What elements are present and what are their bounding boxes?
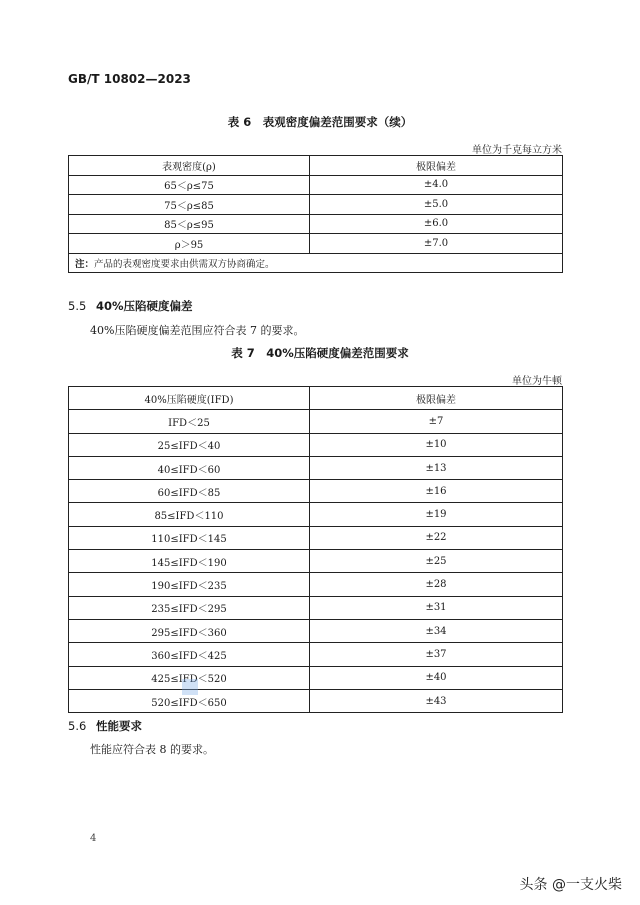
table7-cell-range: 110≤IFD＜145 bbox=[69, 526, 310, 549]
section-5-5-title: 40%压陷硬度偏差 bbox=[96, 299, 193, 313]
table6-row bbox=[69, 175, 563, 195]
table7-cell-range: 235≤IFD＜295 bbox=[69, 596, 310, 619]
table7-header-row bbox=[69, 387, 563, 410]
table7-cell-range: 60≤IFD＜85 bbox=[69, 480, 310, 503]
table7-cell-deviation: ±19 bbox=[310, 503, 563, 526]
table7-cell-range: 85≤IFD＜110 bbox=[69, 503, 310, 526]
table7-cell-deviation: ±7 bbox=[310, 410, 563, 433]
table7-caption: 表 7 40%压陷硬度偏差范围要求 bbox=[231, 346, 409, 360]
table7-cell-deviation: ±13 bbox=[310, 456, 563, 479]
table7-cell-deviation: ±37 bbox=[310, 643, 563, 666]
table6-note-label: 注： bbox=[75, 258, 95, 270]
table7-cell-range: IFD＜25 bbox=[69, 410, 310, 433]
table7-cell-range: 295≤IFD＜360 bbox=[69, 619, 310, 642]
table6-cell-range: 65＜ρ≤75 bbox=[69, 175, 310, 195]
table7-cell-deviation: ±43 bbox=[310, 689, 563, 712]
table7-cell-range: 360≤IFD＜425 bbox=[69, 643, 310, 666]
table6-row bbox=[69, 234, 563, 254]
section-5-6-text: 性能应符合表 8 的要求。 bbox=[90, 743, 214, 756]
table6-caption: 表 6 表观密度偏差范围要求（续） bbox=[227, 115, 413, 129]
table7-row bbox=[69, 480, 563, 503]
table7-header-ifd: 40%压陷硬度(IFD) bbox=[69, 387, 310, 410]
table7-cell-deviation: ±16 bbox=[310, 480, 563, 503]
table7-cell-range: 40≤IFD＜60 bbox=[69, 456, 310, 479]
table6-cell-range: 75＜ρ≤85 bbox=[69, 195, 310, 215]
table6-row bbox=[69, 214, 563, 234]
section-5-5-number: 5.5 bbox=[68, 299, 87, 313]
section-5-5-text: 40%压陷硬度偏差范围应符合表 7 的要求。 bbox=[90, 324, 305, 337]
table7-cell-range: 145≤IFD＜190 bbox=[69, 550, 310, 573]
section-5-6-number: 5.6 bbox=[68, 719, 87, 733]
table7-row bbox=[69, 689, 563, 712]
table6-note bbox=[69, 253, 563, 273]
table6-unit: 单位为千克每立方米 bbox=[472, 145, 562, 156]
table6 bbox=[68, 155, 563, 273]
table7-row bbox=[69, 410, 563, 433]
table7-cell-deviation: ±31 bbox=[310, 596, 563, 619]
table6-cell-range: 85＜ρ≤95 bbox=[69, 214, 310, 234]
table7-cell-range: 520≤IFD＜650 bbox=[69, 689, 310, 712]
table7-cell-deviation: ±34 bbox=[310, 619, 563, 642]
table6-cell-deviation: ±5.0 bbox=[310, 195, 563, 215]
table6-cell-deviation: ±6.0 bbox=[310, 214, 563, 234]
table6-note-row bbox=[69, 253, 563, 273]
table6-cell-deviation: ±4.0 bbox=[310, 175, 563, 195]
table7-cell-deviation: ±28 bbox=[310, 573, 563, 596]
table7-row bbox=[69, 433, 563, 456]
selection-highlight bbox=[182, 679, 198, 695]
table7-unit: 单位为牛顿 bbox=[512, 376, 562, 387]
page-number: 4 bbox=[90, 833, 97, 844]
table7-row bbox=[69, 643, 563, 666]
table7-row bbox=[69, 456, 563, 479]
table7-cell-deviation: ±25 bbox=[310, 550, 563, 573]
table7-cell-range: 425≤IFD＜520 bbox=[69, 666, 310, 689]
table6-row bbox=[69, 195, 563, 215]
section-5-6-title: 性能要求 bbox=[96, 719, 143, 733]
table7-row bbox=[69, 596, 563, 619]
table6-cell-deviation: ±7.0 bbox=[310, 234, 563, 254]
table7-cell-range: 190≤IFD＜235 bbox=[69, 573, 310, 596]
table7-header-deviation: 极限偏差 bbox=[310, 387, 563, 410]
table7-cell-deviation: ±22 bbox=[310, 526, 563, 549]
table7-row bbox=[69, 619, 563, 642]
table6-header-deviation: 极限偏差 bbox=[310, 156, 563, 176]
table7 bbox=[68, 386, 563, 713]
table7-cell-range: 25≤IFD＜40 bbox=[69, 433, 310, 456]
table7-row bbox=[69, 550, 563, 573]
table7-cell-deviation: ±40 bbox=[310, 666, 563, 689]
standard-number: GB/T 10802—2023 bbox=[68, 72, 191, 86]
table6-note-text: 产品的表观密度要求由供需双方协商确定。 bbox=[94, 258, 275, 270]
table7-cell-deviation: ±10 bbox=[310, 433, 563, 456]
section-5-6-heading bbox=[68, 718, 142, 734]
table6-header-density: 表观密度(ρ) bbox=[69, 156, 310, 176]
table7-row bbox=[69, 666, 563, 689]
table6-header-row bbox=[69, 156, 563, 176]
section-5-5-heading bbox=[68, 298, 193, 314]
table7-row bbox=[69, 503, 563, 526]
table7-row bbox=[69, 526, 563, 549]
table6-cell-range: ρ＞95 bbox=[69, 234, 310, 254]
table7-row bbox=[69, 573, 563, 596]
watermark: 头条 @一支火柴 bbox=[519, 877, 622, 893]
